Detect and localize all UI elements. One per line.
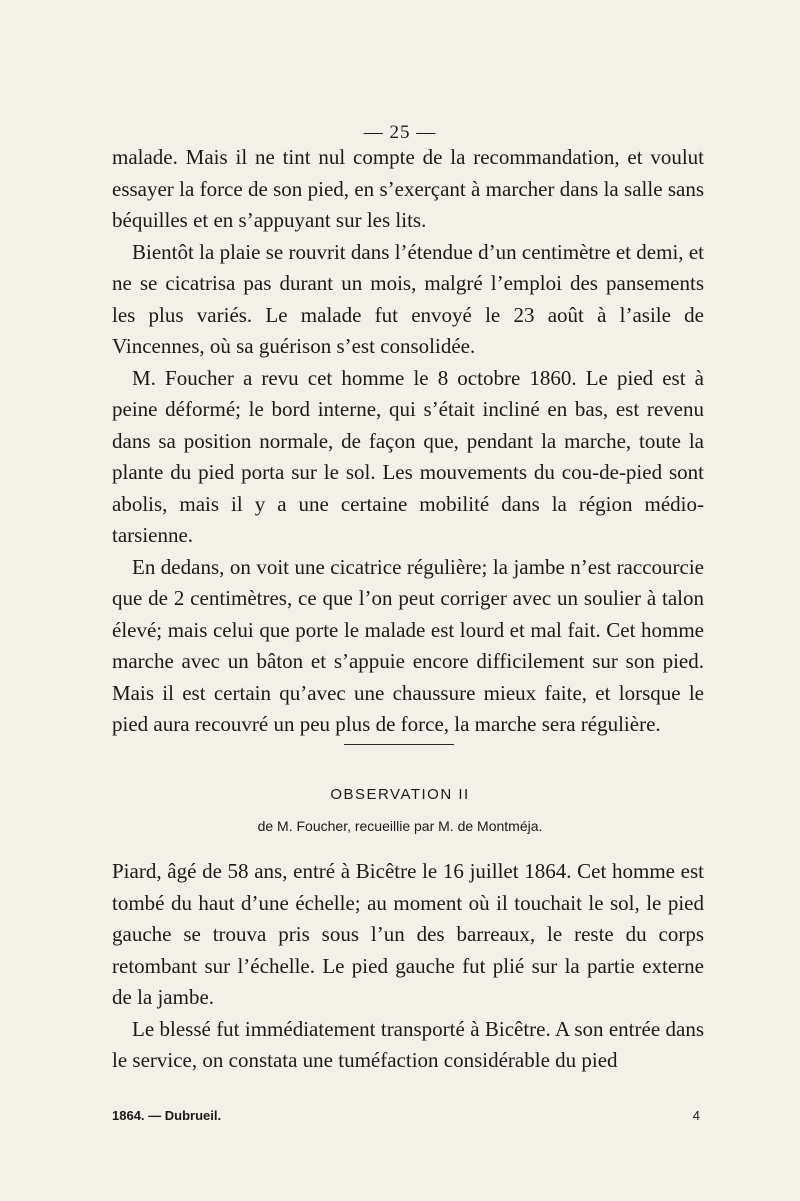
paragraph: Piard, âgé de 58 ans, entré à Bicêtre le 16 juillet 1864. Cet homme est tombé du haut d’une échelle; au moment où il touchait le sol, le pied gauche se trouva pris sous l’un des barreaux, le reste du corps retombant sur l’échelle. Le pied gauche fut plié sur la partie externe de la jambe. bbox=[112, 859, 704, 1009]
section-divider bbox=[344, 744, 454, 745]
page-footer bbox=[112, 1108, 704, 1123]
signature-mark: 4 bbox=[692, 1108, 700, 1123]
paragraph: Bientôt la plaie se rouvrit dans l’étendue d’un centimètre et demi, et ne se cicatrisa pas durant un mois, malgré l’emploi des pansements les plus variés. Le malade fut envoyé le 23 août à l’asile de Vincennes, où sa guérison s’est consolidée. bbox=[112, 239, 704, 358]
footer-imprint: 1864. — Dubrueil. bbox=[112, 1108, 222, 1123]
body-text-top bbox=[112, 142, 704, 741]
paragraph: M. Foucher a revu cet homme le 8 octobre 1860. Le pied est à peine déformé; le bord interne, qui s’était incliné en bas, est revenu dans sa position normale, de façon que, pendant la marche, toute la plante du pied porta sur le sol. Les mouvements du cou-de-pied sont abolis, mais il y a une certaine mobilité dans la région médio-tarsienne. bbox=[112, 365, 704, 547]
page-number: — 25 — bbox=[363, 122, 437, 143]
paragraph: En dedans, on voit une cicatrice régulière; la jambe n’est raccourcie que de 2 centimètres, ce que l’on peut corriger avec un soulier à talon élevé; mais celui que porte le malade est lourd et mal fait. Cet homme marche avec un bâton et s’appuie encore difficilement sur son pied. Mais il est certain qu’avec une chaussure mieux faite, et lorsque le pied aura recouvré un peu plus de force, la marche sera régulière. bbox=[112, 554, 704, 736]
observation-title: OBSERVATION II bbox=[330, 786, 470, 803]
observation-subtitle: de M. Foucher, recueillie par M. de Montméja. bbox=[257, 818, 543, 834]
paragraph: malade. Mais il ne tint nul compte de la recommandation, et voulut essayer la force de son pied, en s’exerçant à marcher dans la salle sans béquilles et en s’appuyant sur les lits. bbox=[112, 145, 704, 232]
body-text-bottom bbox=[112, 856, 704, 1077]
paragraph: Le blessé fut immédiatement transporté à Bicêtre. A son entrée dans le service, on constata une tuméfaction considérable du pied bbox=[112, 1016, 704, 1072]
